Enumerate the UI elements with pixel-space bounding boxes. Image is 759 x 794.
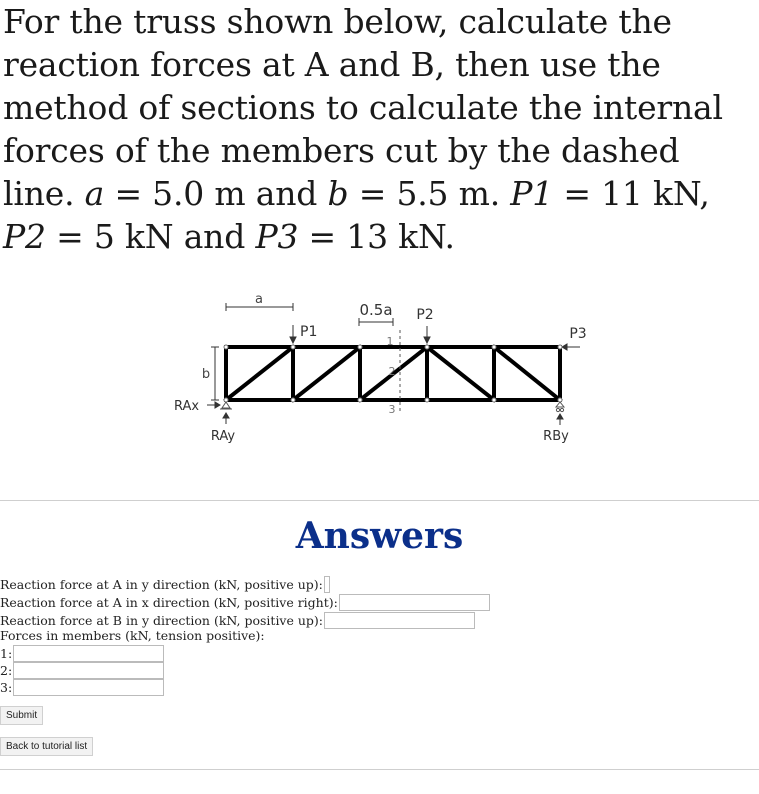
answer-input-ray[interactable] (324, 576, 330, 593)
member-row-1 (0, 645, 164, 662)
member-label-3: 3 (388, 403, 396, 416)
answer-input-rby[interactable] (324, 612, 475, 629)
answer-label-rax: Reaction force at A in x direction (kN, positive right): (0, 595, 338, 610)
pin-support-a (220, 402, 232, 409)
label-05a: 0.5a (359, 301, 393, 319)
reaction-rby-arrow (557, 414, 563, 425)
problem-text-segment: = 5.0 m and (104, 174, 328, 213)
member-label-field-1: 1: (0, 646, 13, 661)
member-input-3[interactable] (13, 679, 164, 696)
label-b: b (201, 367, 211, 382)
problem-statement (3, 0, 759, 258)
problem-text-segment: P1 (510, 174, 554, 213)
label-rax: RAx (174, 399, 200, 414)
answers-heading: Answers (295, 515, 464, 557)
answer-input-rax[interactable] (339, 594, 490, 611)
label-a: a (255, 292, 263, 307)
label-ray: RAy (210, 429, 236, 444)
divider-top (0, 500, 759, 501)
problem-text-segment: P3 (255, 217, 299, 256)
label-p2: P2 (416, 307, 434, 323)
answer-row-rby (0, 612, 475, 629)
member-label-1: 1 (386, 335, 394, 348)
answer-row-rax (0, 594, 490, 611)
member-input-1[interactable] (13, 645, 164, 662)
label-p1: P1 (300, 324, 318, 340)
dimension-b (211, 347, 219, 400)
problem-text-segment: = 5.5 m. (348, 174, 511, 213)
roller-support-b (556, 402, 564, 412)
problem-text-segment: a (84, 174, 105, 213)
problem-text-segment: = 13 kN. (298, 217, 455, 256)
label-rby: RBy (543, 429, 569, 444)
answer-label-ray: Reaction force at A in y direction (kN, positive up): (0, 577, 323, 592)
reaction-rax-arrow (207, 402, 220, 408)
submit-button[interactable]: Submit (0, 706, 43, 725)
reaction-ray-arrow (223, 413, 229, 424)
member-label-field-3: 3: (0, 680, 13, 695)
problem-text-segment: = 5 kN and (45, 217, 256, 256)
answer-label-rby: Reaction force at B in y direction (kN, positive up): (0, 613, 324, 628)
dimension-05a (359, 318, 393, 326)
member-label-2: 2 (388, 365, 396, 378)
load-p2-arrow (424, 326, 430, 343)
member-row-3 (0, 679, 164, 696)
problem-text-segment: b (327, 174, 349, 213)
members-heading: Forces in members (kN, tension positive): (0, 628, 265, 643)
problem-text-segment: P2 (3, 217, 46, 256)
member-input-2[interactable] (13, 662, 164, 679)
problem-text (3, 0, 759, 258)
member-label-field-2: 2: (0, 663, 13, 678)
answer-row-ray (0, 576, 330, 593)
problem-text-segment: For the truss shown below, calculate the reaction forces at A and B, then use the method of sections to calculate the internal forces of the members cut by the dashed line. (3, 2, 723, 213)
divider-bottom (0, 769, 759, 770)
label-p3: P3 (569, 326, 587, 342)
truss-diagram (0, 270, 759, 450)
load-p1-arrow (290, 325, 296, 343)
member-row-2 (0, 662, 164, 679)
load-p3-arrow (562, 344, 580, 350)
back-to-tutorial-list-button[interactable]: Back to tutorial list (0, 737, 93, 756)
problem-text-segment: = 11 kN, (553, 174, 710, 213)
